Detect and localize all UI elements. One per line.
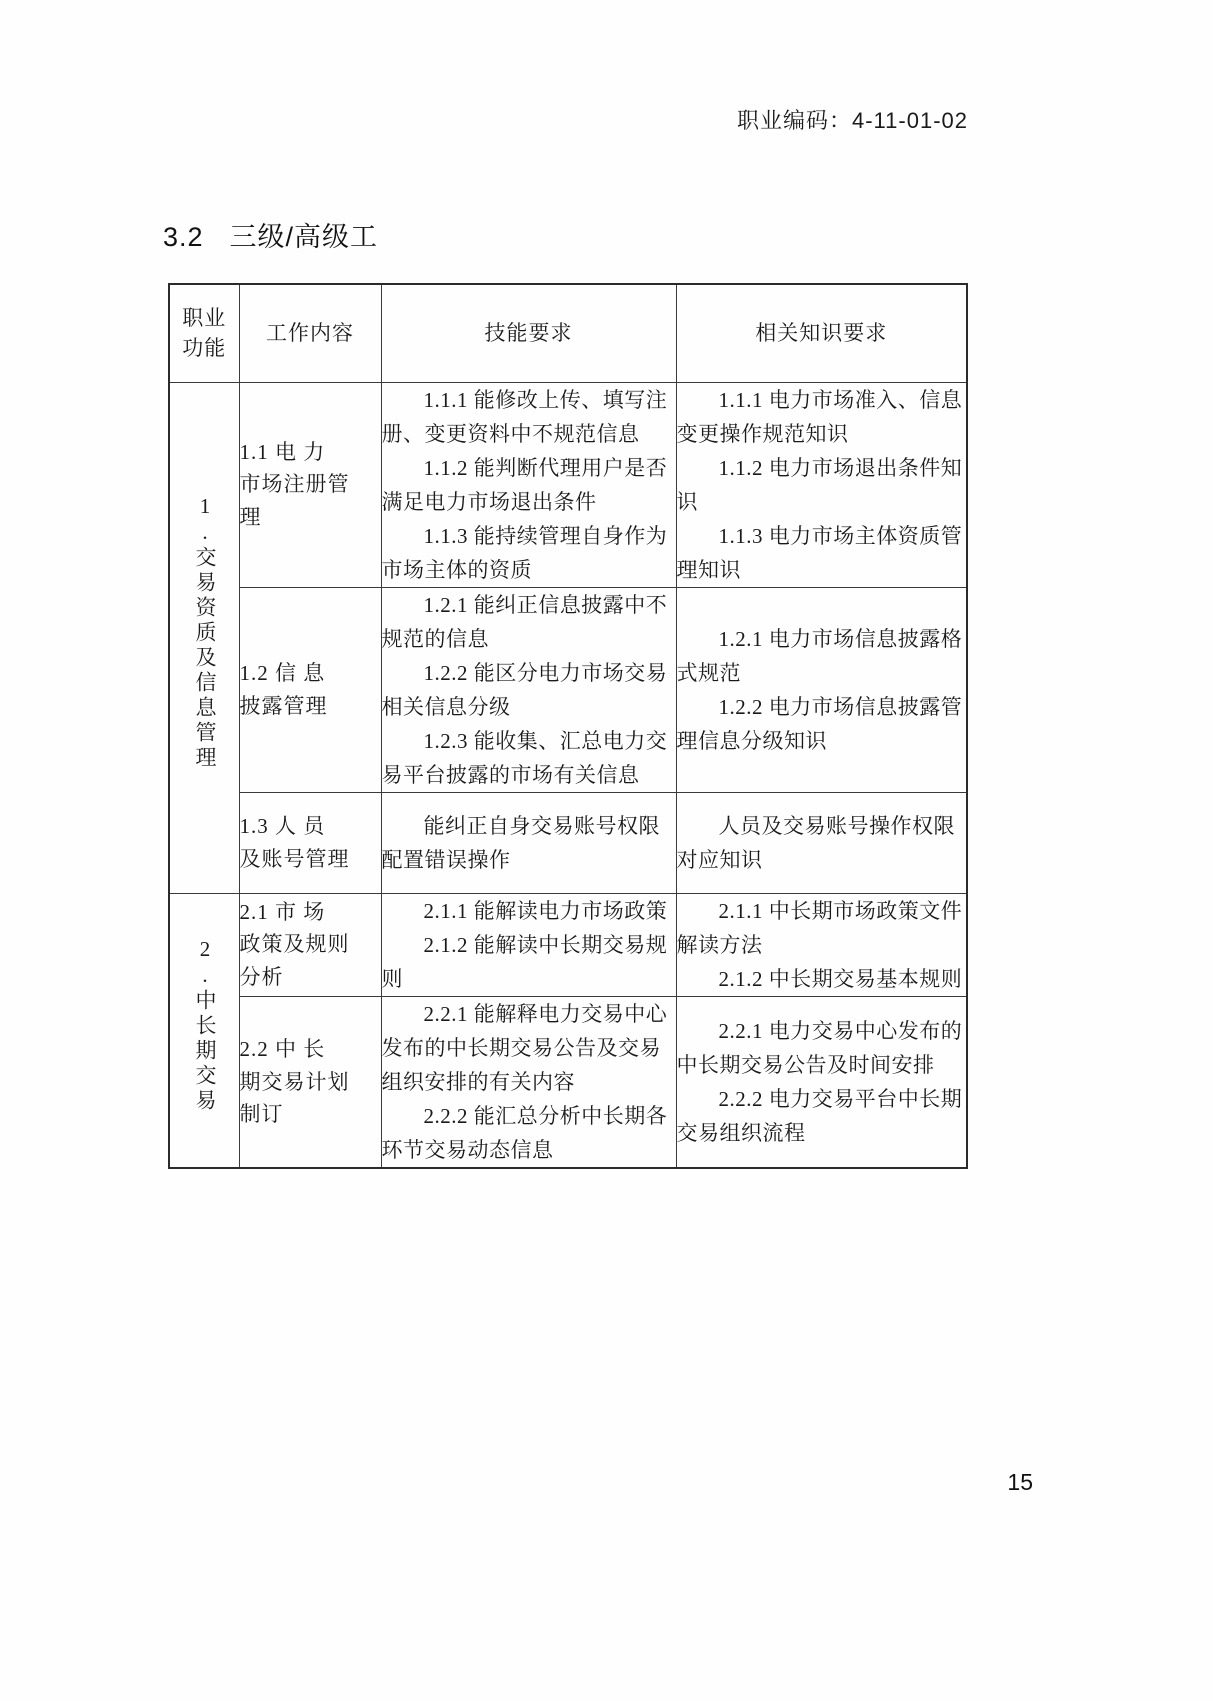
page-number: 15 bbox=[1007, 1469, 1033, 1495]
section-number: 3.2 bbox=[163, 222, 204, 252]
knowledge-item: 人员及交易账号操作权限对应知识 bbox=[676, 813, 955, 872]
knowledge-cell-2-1 bbox=[676, 893, 967, 996]
work-content-cell-1-1 bbox=[239, 382, 381, 587]
knowledge-cell-1-1 bbox=[676, 382, 967, 587]
knowledge-cell-2-2 bbox=[676, 996, 967, 1168]
skill-cell-1-3 bbox=[381, 792, 676, 893]
work-content-cell-1-2 bbox=[239, 587, 381, 792]
knowledge-item: 2.2.1 电力交易中心发布的中长期交易公告及时间安排 bbox=[676, 1018, 963, 1077]
function-number-1: 1. bbox=[193, 494, 217, 547]
skill-cell-1-2 bbox=[381, 587, 676, 792]
column-header-skill-requirement: 技能要求 bbox=[381, 284, 676, 382]
function-cell-group-1-text bbox=[189, 494, 221, 771]
table-row bbox=[169, 893, 967, 996]
knowledge-item: 2.2.2 电力交易平台中长期交易组织流程 bbox=[676, 1086, 963, 1145]
work-content-cell-2-2 bbox=[239, 996, 381, 1168]
work-content-line: 制订 bbox=[239, 1102, 284, 1127]
skill-item: 1.1.3 能持续管理自身作为市场主体的资质 bbox=[381, 523, 668, 582]
knowledge-item: 1.2.2 电力市场信息披露管理信息分级知识 bbox=[676, 694, 963, 753]
table-row bbox=[169, 996, 967, 1168]
knowledge-item: 1.1.2 电力市场退出条件知识 bbox=[676, 455, 963, 514]
skill-item: 2.1.2 能解读中长期交易规则 bbox=[381, 932, 668, 991]
skill-cell-2-2 bbox=[381, 996, 676, 1168]
function-cell-group-1 bbox=[169, 382, 239, 893]
work-content-line: 及账号管理 bbox=[239, 846, 350, 871]
function-number-2: 2. bbox=[193, 937, 217, 989]
skill-item: 能纠正自身交易账号权限配置错误操作 bbox=[381, 813, 660, 872]
work-content-line: 1.2 信 息 bbox=[239, 661, 326, 686]
section-heading bbox=[163, 215, 378, 254]
skill-item: 2.1.1 能解读电力市场政策 bbox=[423, 898, 668, 923]
work-content-line: 期交易计划 bbox=[239, 1069, 350, 1094]
table-row bbox=[169, 792, 967, 893]
column-header-knowledge-requirement: 相关知识要求 bbox=[676, 284, 967, 382]
knowledge-item: 1.2.1 电力市场信息披露格式规范 bbox=[676, 626, 963, 685]
skill-cell-1-1 bbox=[381, 382, 676, 587]
function-cell-group-2-text bbox=[189, 937, 221, 1114]
skill-item: 2.2.2 能汇总分析中长期各环节交易动态信息 bbox=[381, 1103, 668, 1162]
knowledge-cell-1-3 bbox=[676, 792, 967, 893]
work-content-line: 1.3 人 员 bbox=[239, 814, 326, 839]
knowledge-item: 2.1.2 中长期交易基本规则 bbox=[718, 966, 963, 991]
knowledge-item: 1.1.1 电力市场准入、信息变更操作规范知识 bbox=[676, 387, 963, 446]
knowledge-cell-1-2 bbox=[676, 587, 967, 792]
table-row bbox=[169, 587, 967, 792]
function-cell-group-2 bbox=[169, 893, 239, 1168]
skill-item: 2.2.1 能解释电力交易中心发布的中长期交易公告及交易组织安排的有关内容 bbox=[381, 1001, 668, 1094]
work-content-cell-1-3 bbox=[239, 792, 381, 893]
work-content-line: 分析 bbox=[239, 965, 284, 990]
skills-table-container bbox=[168, 283, 966, 1169]
work-content-line: 2.2 中 长 bbox=[239, 1036, 326, 1061]
work-content-line: 理 bbox=[239, 504, 262, 529]
work-content-line: 市场注册管 bbox=[239, 472, 350, 497]
column-header-work-content: 工作内容 bbox=[239, 284, 381, 382]
function-name-1: 交易资质及信息管理 bbox=[193, 546, 217, 772]
work-content-line: 2.1 市 场 bbox=[239, 899, 326, 924]
knowledge-item: 1.1.3 电力市场主体资质管理知识 bbox=[676, 523, 963, 582]
table-row bbox=[169, 382, 967, 587]
work-content-line: 披露管理 bbox=[239, 693, 328, 718]
skill-item: 1.2.2 能区分电力市场交易相关信息分级 bbox=[381, 660, 668, 719]
work-content-line: 1.1 电 力 bbox=[239, 439, 326, 464]
work-content-cell-2-1 bbox=[239, 893, 381, 996]
skill-item: 1.1.2 能判断代理用户是否满足电力市场退出条件 bbox=[381, 455, 668, 514]
function-name-2: 中长期交易 bbox=[193, 989, 217, 1114]
skill-item: 1.2.1 能纠正信息披露中不规范的信息 bbox=[381, 592, 668, 651]
skill-item: 1.1.1 能修改上传、填写注册、变更资料中不规范信息 bbox=[381, 387, 668, 446]
work-content-line: 政策及规则 bbox=[239, 932, 350, 957]
column-header-function-line2: 功能 bbox=[182, 336, 227, 361]
skill-cell-2-1 bbox=[381, 893, 676, 996]
column-header-function bbox=[169, 284, 239, 382]
skills-table bbox=[168, 283, 968, 1169]
skill-item: 1.2.3 能收集、汇总电力交易平台披露的市场有关信息 bbox=[381, 728, 668, 787]
knowledge-item: 2.1.1 中长期市场政策文件解读方法 bbox=[676, 898, 963, 957]
section-title: 三级/高级工 bbox=[229, 222, 379, 252]
occupation-code-header: 职业编码：4-11-01-02 bbox=[737, 108, 968, 133]
column-header-function-line1: 职业 bbox=[182, 305, 227, 330]
table-header-row bbox=[169, 284, 967, 382]
